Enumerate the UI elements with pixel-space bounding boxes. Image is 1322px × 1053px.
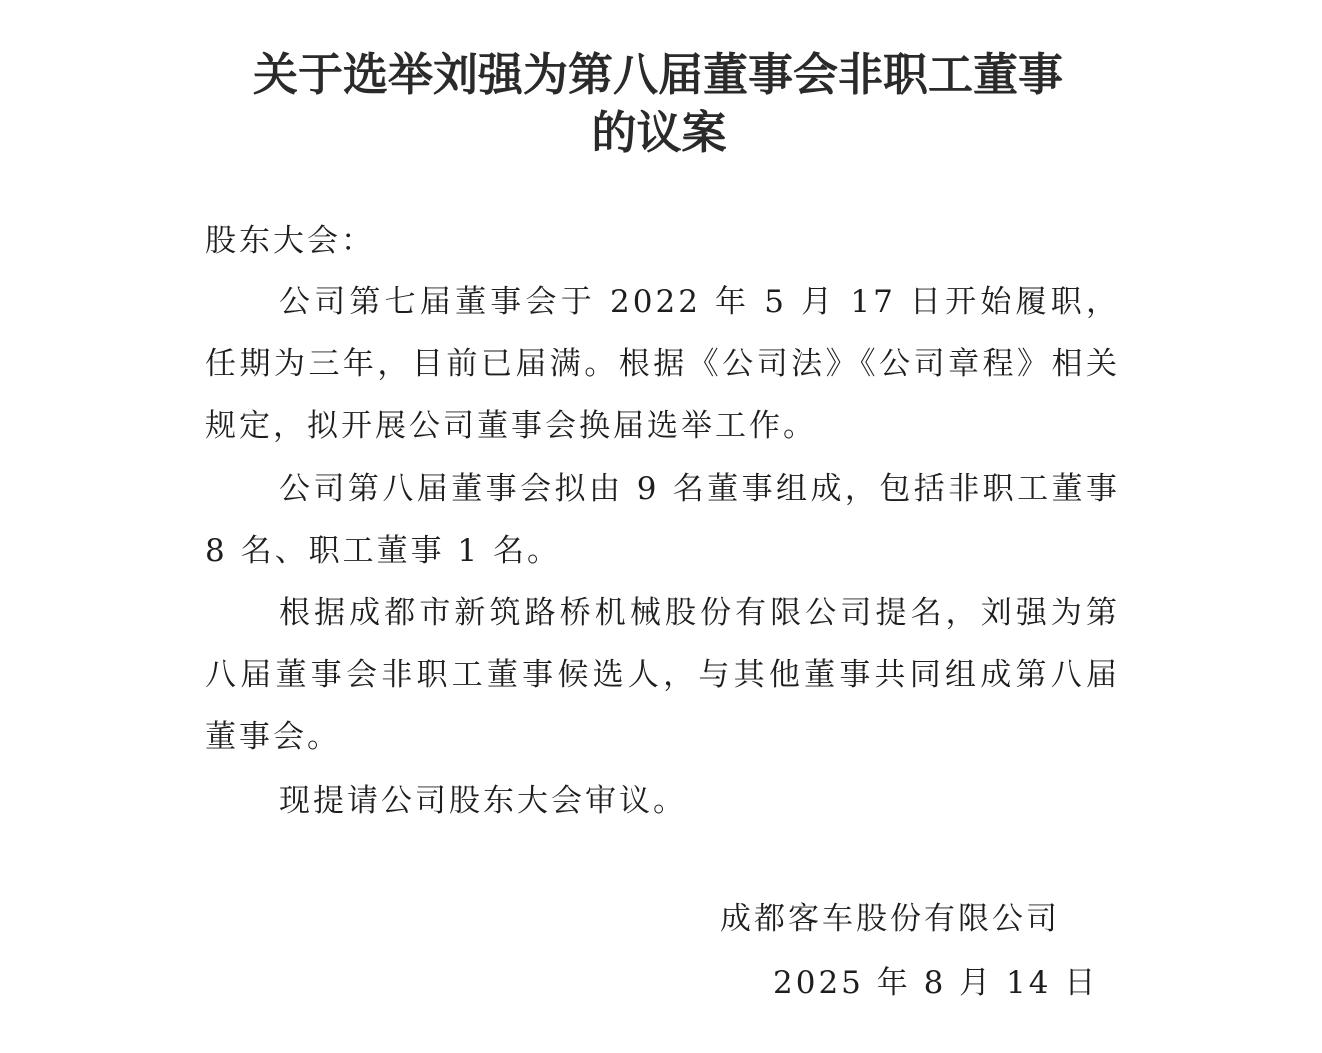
document-title-line-2: 的议案 (591, 106, 727, 159)
company-signature: 成都客车股份有限公司 (720, 901, 1060, 937)
document-title-line-1: 关于选举刘强为第八届董事会非职工董事 (252, 48, 1063, 101)
document-date: 2025 年 8 月 14 日 (773, 965, 1099, 1001)
salutation: 股东大会： (205, 223, 375, 259)
paragraph-term-expiry: 公司第七届董事会于 2022 年 5 月 17 日开始履职，任期为三年，目前已届满。根据《公司法》《公司章程》相关规定，拟开展公司董事会换届选举工作。 (205, 284, 1120, 444)
paragraph-board-composition: 公司第八届董事会拟由 9 名董事组成，包括非职工董事 8 名、职工董事 1 名。 (205, 471, 1120, 569)
paragraph-request-review: 现提请公司股东大会审议。 (279, 783, 687, 819)
paragraph-nomination: 根据成都市新筑路桥机械股份有限公司提名，刘强为第八届董事会非职工董事候选人，与其他董事共同组成第八届董事会。 (205, 595, 1120, 755)
